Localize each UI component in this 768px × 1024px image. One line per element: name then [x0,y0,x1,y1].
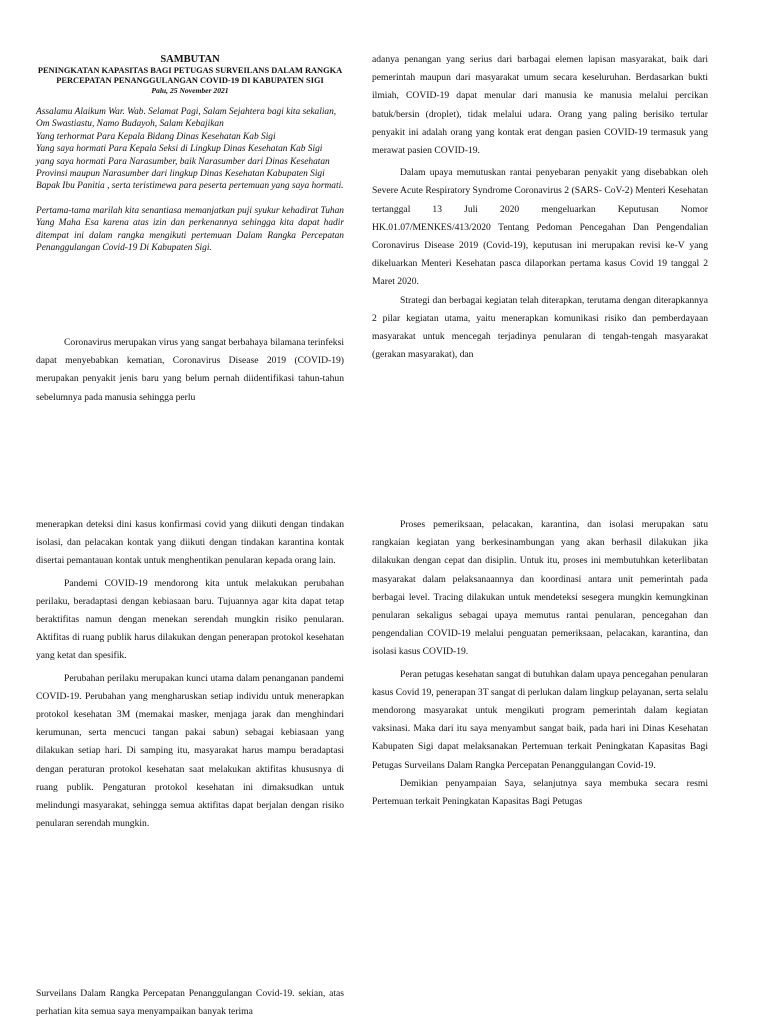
greeting-line: Yang saya hormati Para Kepala Seksi di Lingkup Dinas Kesehatan Kab Sigi [36,144,323,155]
paragraph: Demikian penyampaian Saya, selanjutnya saya membuka secara resmi Pertemuan terkait Peningkatan Kapasitas Bagi Petugas [372,777,708,808]
paragraph: Coronavirus merupakan virus yang sangat berbahaya bilamana terinfeksi dapat menyebabkan kematian, Coronavirus Disease 2019 (COVID-19) merupakan penyakit jenis baru yang belum pernah diidentifikasi tahun-tahun sebelumnya pada manusia sehingga perlu [36,337,344,403]
page1-left-column [36,54,344,254]
paragraph: Proses pemeriksaan, pelacakan, karantina, dan isolasi merupakan satu rangkaian kegiatan yang berkesinambungan yang akan berhasil dilakukan jika dilakukan dengan cepat dan disiplin. Untuk itu, proses ini membutuhkan keterlibatan masyarakat dalam pelaksanaannya dan koordinasi antara unit pemerintah pada berbagai level. Tracing dilakukan untuk mendeteksi sesegera mungkin kemungkinan penularan sekaligus sebagai upaya memutus rantai penularan, pencegahan dan pengendalian COVID-19 melalui penguatan pemeriksaan, pelacakan, karantina, dan isolasi kasus COVID-19. [372,519,708,658]
greetings [36,106,344,193]
greeting-line: Yang terhormat Para Kepala Bidang Dinas Kesehatan Kab Sigi [36,131,276,142]
paragraph: Peran petugas kesehatan sangat di butuhkan dalam upaya pencegahan penularan kasus Covid 19, penerapan 3T sangat di perlukan dalam lingkup pelayanan, serta selalu mendorong masyarakat untuk mengikuti program pemerintah dalam kegiatan vaksinasi. Maka dari itu saya menyambut sangat baik, pada hari ini Dinas Kesehatan Kabupaten Sigi dapat melaksanakan Pertemuan terkait Peningkatan Kapasitas Bagi Petugas Surveilans Dalam Rangka Percepatan Penanggulangan Covid-19. [372,668,708,771]
paragraph: Perubahan perilaku merupakan kunci utama dalam penanganan pandemi COVID-19. Perubahan yang mengharuskan setiap individu untuk menerapkan protokol kesehatan 3M (memakai masker, menjaga jarak dan menghindari kerumunan, serta mencuci tangan pakai sabun) sebagai kebiasaan yang dilakukan setiap hari. Di samping itu, masyarakat harus mampu beradaptasi dengan peraturan protokol kesehatan saat melakukan aktifitas khususnya di ruang publik. Pengaturan protokol kesehatan ini dimaksudkan untuk melindungi masyarakat, sehingga semua aktifitas dapat berjalan dengan risiko penularan serendah mungkin. [36,672,344,830]
paragraph: Strategi dan berbagai kegiatan telah diterapkan, terutama dengan diterapkannya 2 pilar kegiatan utama, yaitu menerapkan komunikasi risiko dan pemberdayaan masyarakat untuk mencegah terjadinya penularan di tengah-tengah masyarakat (gerakan masyarakat), dan [372,294,708,361]
opening-paragraph: Pertama-tama marilah kita senantiasa memanjatkan puji syukur kehadirat Tuhan Yang Maha Esa karena atas izin dan perkenannya sehingga kita dapat hadir ditempat ini dalam rangka mengikuti pertemuan Dalam Rangka Percepatan Penanggulangan Covid-19 Di Kabupaten Sigi. [36,205,344,254]
paragraph: adanya penangan yang serius dari barbagai elemen lapisan masyarakat, baik dari pemerintah maupun dari masyarakat umum secara keseluruhan. Berdasarkan bukti ilmiah, COVID-19 dapat menular dari manusia ke manusia melalui percikan batuk/bersin (droplet), tidak melalui udara. Orang yang paling berisiko tertular penyakit ini adalah orang yang kontak erat dengan pasien COVID-19 termasuk yang merawat pasien COVID-19. [372,54,708,157]
greeting-line: Bapak Ibu Panitia , serta teristimewa para peserta pertemuan yang saya hormati. [36,181,344,192]
page1-right-column [372,51,708,364]
page1-left-body [36,334,344,407]
paragraph: Pandemi COVID-19 mendorong kita untuk melakukan perubahan perilaku, beradaptasi dengan kebiasaan baru. Tujuannya agar kita dapat tetap beraktifitas namun dengan menekan serendah mungkin risiko penularan. Aktifitas di ruang publik harus dilakukan dengan penerapan protokol kesehatan yang ketat dan spesifik. [36,577,344,662]
page2-right-column [372,516,708,811]
greeting-line: Assalamu Alaikum War. Wab. Selamat Pagi, Salam Sejahtera bagi kita sekalian, Om Swastiastu, Namo Budayoh, Salam Kebajikan [36,107,337,130]
paragraph: Dalam upaya memutuskan rantai penyebaran penyakit yang disebabkan oleh Severe Acute Respiratory Syndrome Coronavirus 2 (SARS- CoV-2) Menteri Kesehatan tertanggal 13 Juli 2020 mengeluarkan Keputusan Nomor HK.01.07/MENKES/413/2020 Tentang Pedoman Pencegahan Dan Pengendalian Coronavirus Disease 2019 (Covid-19), keputusan ini merupakan revisi ke-V yang dikeluarkan Menteri Kesehatan pasca dilaporkan pertama kasus Covid 19 tanggal 2 Maret 2020. [372,167,708,288]
paragraph: Surveilans Dalam Rangka Percepatan Penanggulangan Covid-19. sekian, atas perhatian kita semua saya menyampaikan banyak terima [36,988,344,1018]
doc-date: Palu, 25 November 2021 [151,86,229,95]
greeting-line: yang saya hormati Para Narasumber, baik Narasumber dari Dinas Kesehatan Provinsi maupun Narasumber dari lingkup Dinas Kesehatan Kabupaten Sigi [36,156,330,180]
page2-left-column [36,516,344,833]
doc-title: SAMBUTAN [160,54,220,65]
page3-left-column [36,985,344,1021]
doc-subtitle: PENINGKATAN KAPASITAS BAGI PETUGAS SURVEILANS DALAM RANGKA PERCEPATAN PENANGGULANGAN COVID-19 DI KABUPATEN SIGI [37,66,343,85]
paragraph: menerapkan deteksi dini kasus konfirmasi covid yang diikuti dengan tindakan isolasi, dan pelacakan kontak yang diikuti dengan tindakan karantina kontak disertai pemantauan kontak untuk menghentikan penularan kepada orang lain. [36,519,344,567]
